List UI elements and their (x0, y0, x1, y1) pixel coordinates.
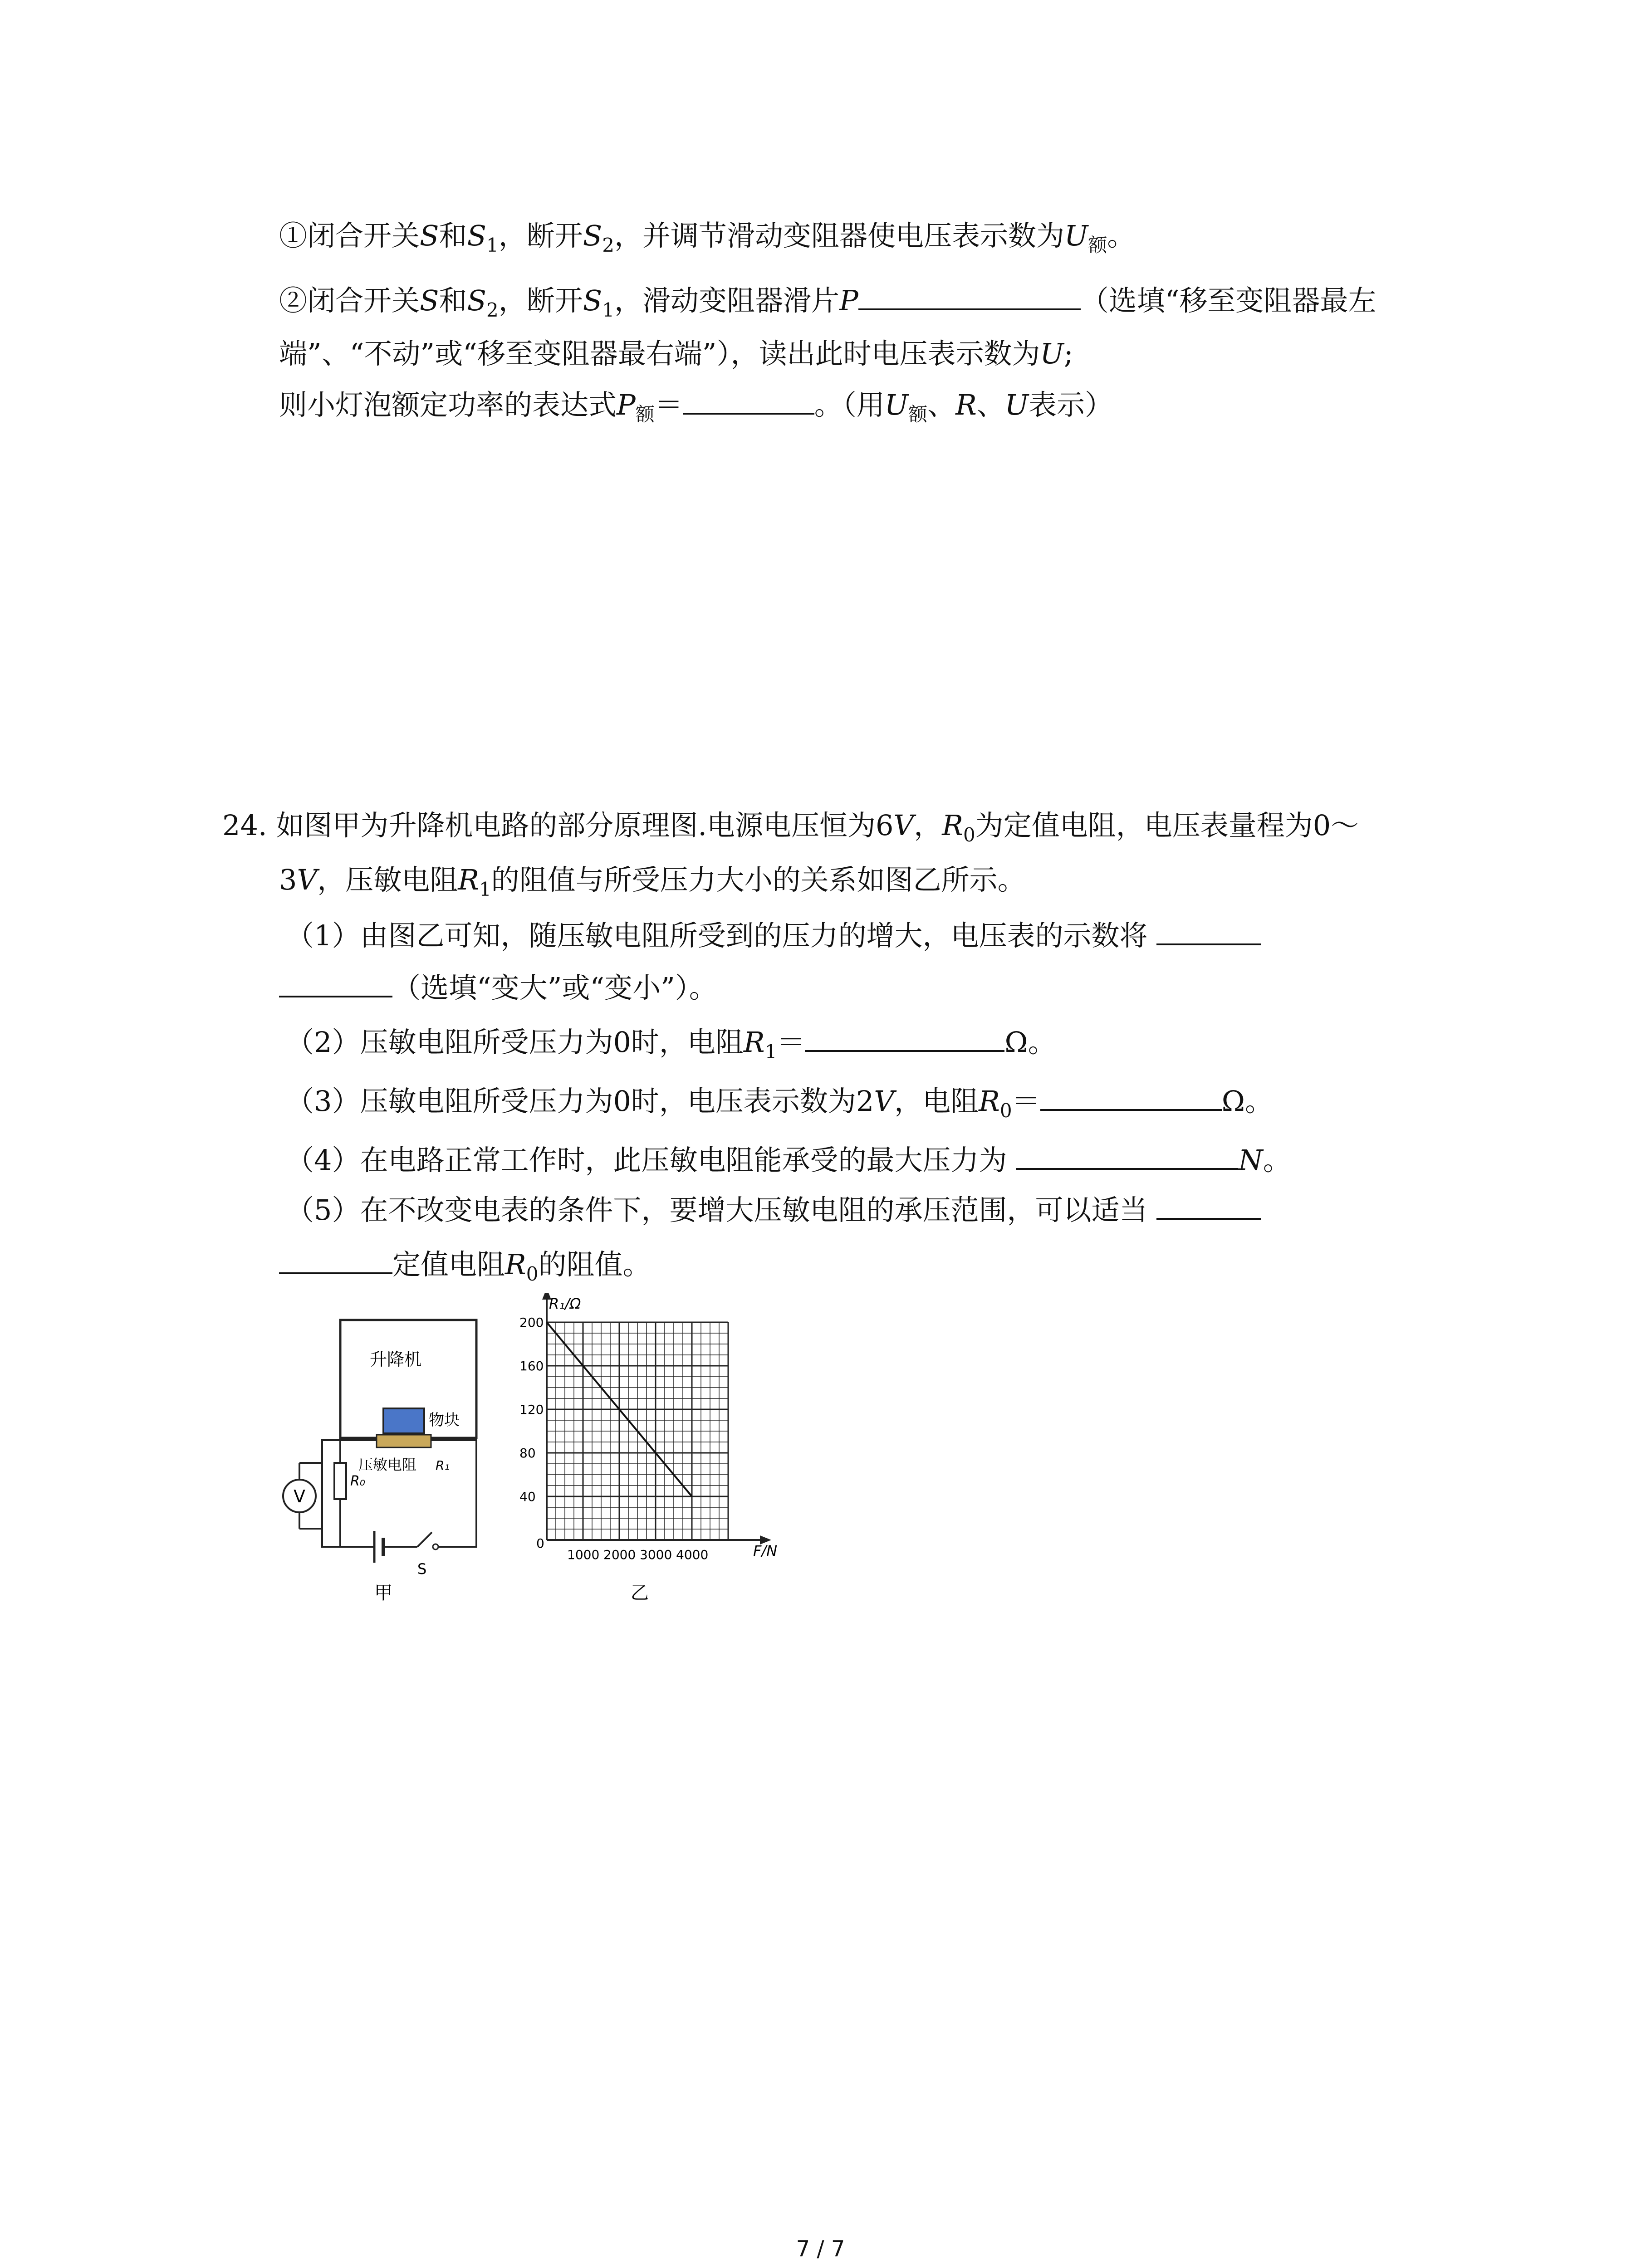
block-label: 物块 (429, 1411, 460, 1429)
switch-contact (433, 1544, 438, 1549)
answer-blank-5a[interactable] (1156, 1186, 1261, 1220)
q24-line1: 24. 如图甲为升降机电路的部分原理图.电源电压恒为6V，$R_0$为定值电阻，电压表量程为0～ (222, 809, 1359, 846)
question-number: 24. (222, 809, 267, 842)
power-expression-line: 则小灯泡额定功率的表达式$P_额=$ 。（用$U_额$、R、U表示） (279, 381, 1113, 437)
answer-blank-1b[interactable] (279, 964, 392, 997)
chart-xlabel: F/N (753, 1542, 778, 1559)
pressure-sensor (377, 1435, 431, 1447)
wire-right (431, 1440, 476, 1547)
y-tick-label: 120 (519, 1402, 544, 1417)
figure-yi-chart (513, 1293, 794, 1601)
x-tick-label: 3000 (640, 1547, 672, 1562)
y-tick-label: 40 (519, 1489, 536, 1504)
block (383, 1408, 424, 1433)
switch-blade (417, 1532, 432, 1547)
switch-label: S (417, 1560, 427, 1578)
chart-origin-label: 0 (536, 1536, 544, 1551)
wire-left (322, 1497, 374, 1547)
q24-sub1: （1）由图乙可知，随压敏电阻所受到的压力的增大，电压表的示数将 (286, 912, 1261, 958)
q24-sub3: （3）压敏电阻所受压力为0时，电压表示数为2V，电阻$R_0= \Omega$。 (286, 1077, 1273, 1134)
y-tick-label: 160 (519, 1359, 544, 1374)
answer-blank-3[interactable] (1040, 1077, 1222, 1111)
chart-ticks (519, 1315, 708, 1562)
answer-blank-4[interactable] (1016, 1136, 1238, 1170)
y-tick-label: 80 (519, 1446, 536, 1461)
page-number: 7 / 7 (796, 2236, 845, 2262)
q24-sub1-cont: （选填“变大”或“变小”）。 (279, 964, 717, 1011)
figure-jia-caption: 甲 (374, 1583, 392, 1601)
step2-cont-line: 端”、“不动”或“移至变阻器最右端”），读出此时电压表示数为U; (279, 337, 1073, 370)
figure-jia-circuit (272, 1306, 499, 1601)
q24-sub5: （5）在不改变电表的条件下，要增大压敏电阻的承压范围，可以适当 (286, 1186, 1261, 1233)
chart-axes (542, 1293, 771, 1545)
step2-line: ②闭合开关S和$S_2$，断开$S_1$，滑动变阻器滑片P （选填“移至变阻器最左 (279, 277, 1376, 333)
sensor-r1-label: R₁ (436, 1458, 450, 1473)
answer-blank-5b[interactable] (279, 1241, 392, 1274)
y-tick-label: 200 (519, 1315, 544, 1330)
q24-sub2: （2）压敏电阻所受压力为0时，电阻$R_1= \Omega$。 (286, 1018, 1056, 1075)
x-tick-label: 1000 (567, 1547, 600, 1562)
q24-sub5-cont: 定值电阻$R_0$的阻值。 (279, 1241, 651, 1297)
q24-line2: 3V，压敏电阻$R_1$的阻值与所受压力大小的关系如图乙所示。 (279, 863, 1026, 900)
elevator-label: 升降机 (370, 1349, 422, 1369)
r0-resistor (334, 1463, 346, 1499)
x-tick-label: 4000 (676, 1547, 709, 1562)
q24-sub4: （4）在电路正常工作时，此压敏电阻能承受的最大压力为 N。 (286, 1136, 1291, 1183)
answer-blank-1a[interactable] (1156, 912, 1261, 945)
chart-ylabel: R₁/Ω (549, 1295, 581, 1312)
voltmeter-label: V (294, 1486, 305, 1506)
answer-blank-power[interactable] (683, 381, 814, 415)
answer-blank-2[interactable] (805, 1018, 1004, 1052)
figure-yi-caption: 乙 (631, 1583, 649, 1601)
answer-blank-slider[interactable] (858, 277, 1081, 310)
step1-line: ①闭合开关S和$S_1$，断开$S_2$，并调节滑动变阻器使电压表示数为$U_额$。 (279, 219, 1136, 256)
r0-label: R₀ (350, 1473, 365, 1489)
x-tick-label: 2000 (603, 1547, 636, 1562)
sensor-label: 压敏电阻 (358, 1456, 417, 1473)
